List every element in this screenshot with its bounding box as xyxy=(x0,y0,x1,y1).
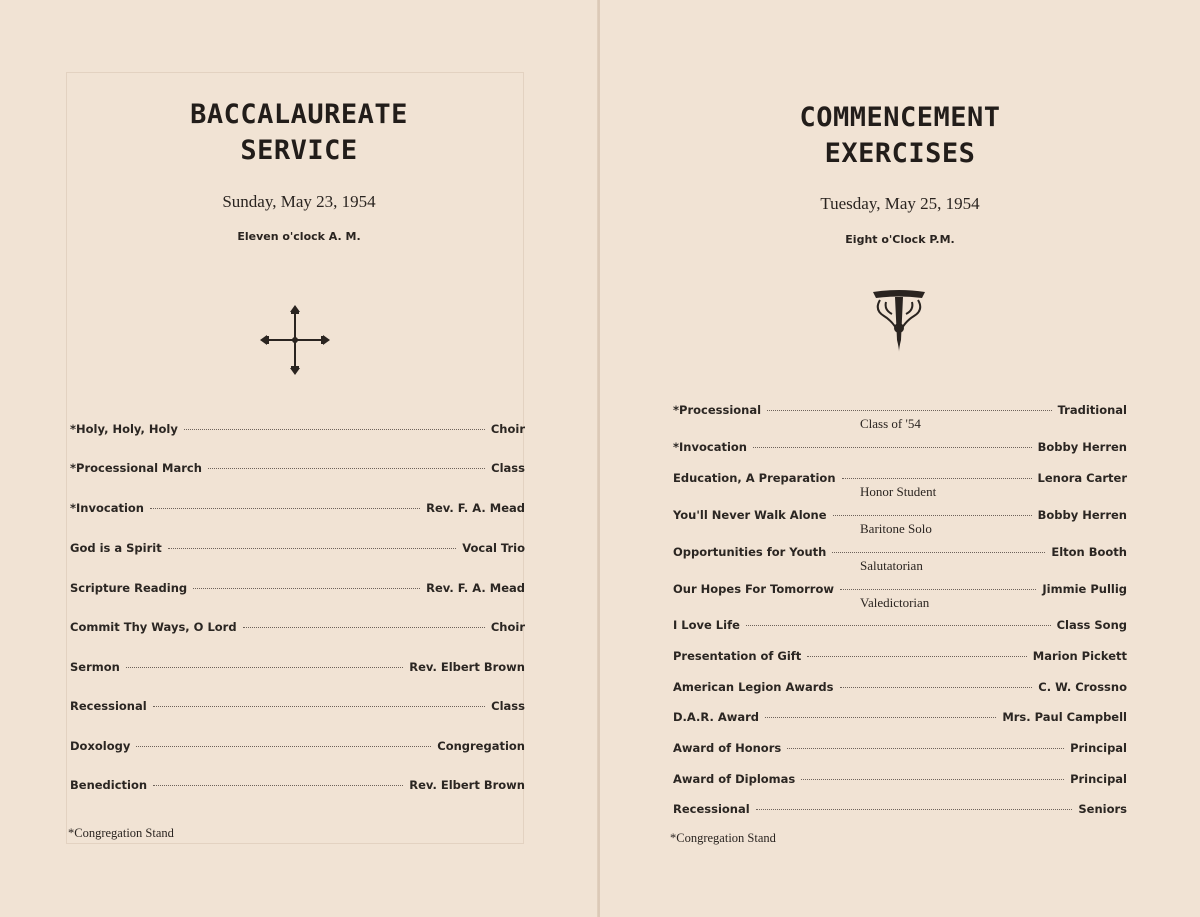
dotted-leader xyxy=(767,410,1052,411)
dotted-leader xyxy=(753,447,1032,448)
dotted-leader xyxy=(807,656,1026,657)
program-row xyxy=(70,501,525,515)
commencement-title-line2: EXERCISES xyxy=(824,138,976,169)
program-row xyxy=(70,778,525,792)
program-performer: Choir xyxy=(490,620,525,634)
program-row xyxy=(673,802,1127,816)
dotted-leader xyxy=(126,667,403,668)
program-row xyxy=(673,545,1127,559)
program-row xyxy=(673,772,1127,786)
baccalaureate-page xyxy=(0,0,598,917)
baccalaureate-title-line2: SERVICE xyxy=(240,135,358,166)
program-performer: Vocal Trio xyxy=(462,541,525,555)
program-item: God is a Spirit xyxy=(70,541,162,555)
program-item: Opportunities for Youth xyxy=(673,545,827,559)
program-row xyxy=(70,581,525,595)
commencement-footnote: *Congregation Stand xyxy=(670,831,776,845)
program-item: Award of Diplomas xyxy=(673,772,796,786)
dotted-leader xyxy=(208,468,485,469)
program-item: Doxology xyxy=(70,739,131,753)
program-row xyxy=(673,508,1127,522)
program-item: Our Hopes For Tomorrow xyxy=(673,582,834,596)
dotted-leader xyxy=(787,748,1064,749)
program-row xyxy=(673,710,1127,724)
program-note: Salutatorian xyxy=(860,558,923,573)
program-item: Commit Thy Ways, O Lord xyxy=(70,620,237,634)
program-item: Education, A Preparation xyxy=(673,471,836,485)
dotted-leader xyxy=(150,508,420,509)
program-row xyxy=(70,620,525,634)
program-performer: Rev. Elbert Brown xyxy=(409,660,525,674)
program-row xyxy=(673,582,1127,596)
program-item: You'll Never Walk Alone xyxy=(673,508,827,522)
program-performer: Class xyxy=(491,461,525,475)
program-item: American Legion Awards xyxy=(673,680,834,694)
program-row xyxy=(673,741,1127,755)
program-row xyxy=(673,680,1127,694)
bleed-through-frame xyxy=(66,72,524,844)
program-performer: Marion Pickett xyxy=(1032,649,1127,663)
program-performer: Principal xyxy=(1070,741,1127,755)
program-performer: C. W. Crossno xyxy=(1038,680,1127,694)
program-item: Award of Honors xyxy=(673,741,782,755)
dotted-leader xyxy=(746,625,1051,626)
dotted-leader xyxy=(833,515,1032,516)
monogram-t-icon xyxy=(870,288,928,354)
program-row xyxy=(673,403,1127,417)
dotted-leader xyxy=(136,746,431,747)
dotted-leader xyxy=(832,552,1045,553)
dotted-leader xyxy=(840,589,1036,590)
dotted-leader xyxy=(153,785,403,786)
program-row xyxy=(70,660,525,674)
baccalaureate-title-line1: BACCALAUREATE xyxy=(190,99,408,130)
program-item: Presentation of Gift xyxy=(673,649,802,663)
program-item: Recessional xyxy=(673,802,750,816)
program-row xyxy=(673,440,1127,454)
program-item: *Processional xyxy=(673,403,762,417)
dotted-leader xyxy=(193,588,420,589)
dotted-leader xyxy=(840,687,1033,688)
program-item: Sermon xyxy=(70,660,120,674)
program-performer: Class Song xyxy=(1056,618,1127,632)
program-item: Scripture Reading xyxy=(70,581,188,595)
program-performer: Traditional xyxy=(1057,403,1127,417)
commencement-time: Eight o'Clock P.M. xyxy=(845,233,955,246)
commencement-page xyxy=(600,0,1200,917)
program-row xyxy=(673,618,1127,632)
commencement-title-line1: COMMENCEMENT xyxy=(799,102,1001,133)
baccalaureate-date: Sunday, May 23, 1954 xyxy=(222,192,376,211)
program-row xyxy=(70,541,525,555)
program-performer: Bobby Herren xyxy=(1037,440,1127,454)
program-item: *Holy, Holy, Holy xyxy=(70,422,178,436)
program-item: D.A.R. Award xyxy=(673,710,760,724)
dotted-leader xyxy=(842,478,1032,479)
program-performer: Rev. Elbert Brown xyxy=(409,778,525,792)
dotted-leader xyxy=(184,429,485,430)
program-note: Valedictorian xyxy=(860,595,930,610)
program-performer: Choir xyxy=(490,422,525,436)
dotted-leader xyxy=(168,548,457,549)
commencement-date: Tuesday, May 25, 1954 xyxy=(820,194,980,213)
program-performer: Class xyxy=(491,699,525,713)
program-row xyxy=(673,649,1127,663)
program-item: *Processional March xyxy=(70,461,202,475)
dotted-leader xyxy=(801,779,1064,780)
dotted-leader xyxy=(243,627,485,628)
program-note: Honor Student xyxy=(860,484,937,499)
cross-icon xyxy=(258,303,332,377)
program-row xyxy=(70,739,525,753)
program-row xyxy=(70,422,525,436)
program-performer: Principal xyxy=(1070,772,1127,786)
dotted-leader xyxy=(153,706,485,707)
program-item: Benediction xyxy=(70,778,148,792)
program-note: Class of '54 xyxy=(860,416,921,431)
program-performer: Rev. F. A. Mead xyxy=(426,501,525,515)
program-row xyxy=(673,471,1127,485)
program-performer: Jimmie Pullig xyxy=(1042,582,1127,596)
program-performer: Elton Booth xyxy=(1051,545,1127,559)
program-row xyxy=(70,461,525,475)
program-item: Recessional xyxy=(70,699,147,713)
dotted-leader xyxy=(765,717,996,718)
program-performer: Bobby Herren xyxy=(1037,508,1127,522)
program-performer: Seniors xyxy=(1078,802,1127,816)
program-performer: Mrs. Paul Campbell xyxy=(1002,710,1127,724)
program-item: *Invocation xyxy=(673,440,747,454)
baccalaureate-footnote: *Congregation Stand xyxy=(68,826,174,840)
program-row xyxy=(70,699,525,713)
program-performer: Congregation xyxy=(437,739,525,753)
program-item: I Love Life xyxy=(673,618,740,632)
program-item: *Invocation xyxy=(70,501,144,515)
program-performer: Rev. F. A. Mead xyxy=(426,581,525,595)
program-performer: Lenora Carter xyxy=(1037,471,1127,485)
program-note: Baritone Solo xyxy=(860,521,932,536)
dotted-leader xyxy=(756,809,1073,810)
baccalaureate-time: Eleven o'clock A. M. xyxy=(237,230,361,243)
